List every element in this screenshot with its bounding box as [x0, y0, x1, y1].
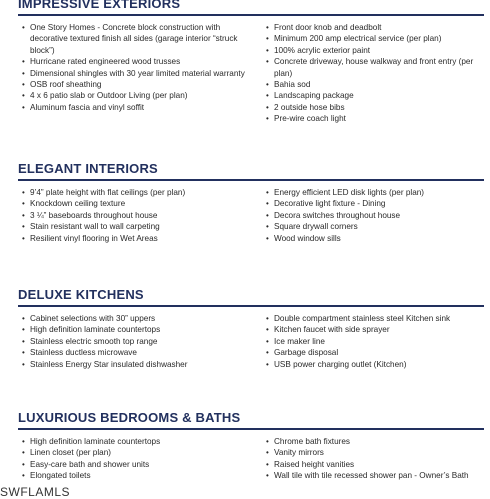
- bullet-icon: •: [22, 199, 25, 209]
- feature-list-right: [266, 187, 490, 244]
- feature-text: Concrete driveway, house walkway and front entry (per plan): [274, 57, 474, 78]
- mls-watermark: SWFLAMLS: [0, 485, 71, 499]
- feature-item: [266, 336, 490, 347]
- feature-item: [266, 470, 490, 481]
- section-divider: [18, 179, 484, 181]
- feature-text: Stainless ductless microwave: [30, 348, 137, 358]
- feature-text: Pre-wire coach light: [274, 114, 346, 124]
- feature-list-left: [22, 22, 260, 113]
- bullet-icon: •: [22, 91, 25, 101]
- bullet-icon: •: [22, 336, 25, 346]
- feature-list-right: [266, 313, 490, 370]
- feature-list-right: [266, 436, 490, 482]
- feature-item: [22, 313, 260, 324]
- feature-text: Vanity mirrors: [274, 448, 324, 458]
- bullet-icon: •: [266, 336, 269, 346]
- section-kitchens: [18, 287, 484, 369]
- bullet-icon: •: [266, 233, 269, 243]
- feature-item: [266, 436, 490, 447]
- feature-item: [266, 33, 490, 44]
- bullet-icon: •: [266, 314, 269, 323]
- feature-item: [22, 90, 260, 101]
- feature-item: [22, 336, 260, 347]
- feature-item: [22, 347, 260, 358]
- bullet-icon: •: [22, 210, 25, 220]
- bullet-icon: •: [22, 23, 25, 32]
- feature-text: High definition laminate countertops: [30, 437, 161, 446]
- feature-text: 9’4” plate height with flat ceilings (per plan): [30, 188, 186, 197]
- bullet-icon: •: [22, 359, 25, 369]
- bullet-icon: •: [266, 210, 269, 220]
- feature-item: [266, 187, 490, 198]
- feature-item: [22, 210, 260, 221]
- feature-list-left: [22, 313, 260, 370]
- bullet-icon: •: [266, 114, 269, 124]
- feature-item: [22, 102, 260, 113]
- section-title: IMPRESSIVE EXTERIORS: [18, 0, 181, 11]
- feature-text: Stainless Energy Star insulated dishwasher: [30, 359, 188, 369]
- feature-text: Kitchen faucet with side sprayer: [274, 325, 390, 335]
- feature-item: [266, 210, 490, 221]
- bullet-icon: •: [266, 359, 269, 369]
- feature-text: Stain resistant wall to wall carpeting: [30, 222, 160, 232]
- bullet-icon: •: [266, 188, 269, 197]
- feature-text: 2 outside hose bibs: [274, 102, 345, 112]
- feature-item: [266, 113, 490, 124]
- feature-text: Raised height vanities: [274, 459, 355, 469]
- feature-item: [266, 233, 490, 244]
- feature-item: [266, 324, 490, 335]
- feature-text: Ice maker line: [274, 336, 325, 346]
- bullet-icon: •: [266, 102, 269, 112]
- feature-text: Decora switches throughout house: [274, 210, 401, 220]
- feature-item: [22, 447, 260, 458]
- feature-text: 3 ¼” baseboards throughout house: [30, 210, 158, 220]
- bullet-icon: •: [22, 68, 25, 78]
- feature-text: Stainless electric smooth top range: [30, 336, 158, 346]
- bullet-icon: •: [22, 233, 25, 243]
- feature-text: USB power charging outlet (Kitchen): [274, 359, 407, 369]
- bullet-icon: •: [266, 471, 269, 481]
- feature-item: [22, 56, 260, 67]
- feature-item: [22, 22, 260, 56]
- feature-list-left: [22, 187, 260, 244]
- bullet-icon: •: [266, 23, 269, 32]
- feature-item: [266, 359, 490, 370]
- bullet-icon: •: [266, 437, 269, 446]
- feature-text: 4 x 6 patio slab or Outdoor Living (per plan): [30, 91, 188, 101]
- feature-text: Easy-care bath and shower units: [30, 459, 150, 469]
- feature-list-left: [22, 436, 260, 482]
- section-divider: [18, 305, 484, 307]
- bullet-icon: •: [266, 199, 269, 209]
- feature-item: [266, 90, 490, 101]
- bullet-icon: •: [266, 448, 269, 458]
- bullet-icon: •: [266, 459, 269, 469]
- feature-text: High definition laminate countertops: [30, 325, 161, 335]
- feature-text: Wall tile with tile recessed shower pan - Owner’s Bath: [274, 471, 469, 481]
- bullet-icon: •: [266, 222, 269, 232]
- feature-text: Knockdown ceiling texture: [30, 199, 126, 209]
- feature-text: Energy efficient LED disk lights (per plan): [274, 188, 425, 197]
- feature-item: [22, 436, 260, 447]
- feature-text: OSB roof sheathing: [30, 80, 102, 90]
- feature-text: Square drywall corners: [274, 222, 358, 232]
- bullet-icon: •: [22, 188, 25, 197]
- feature-item: [266, 447, 490, 458]
- bullet-icon: •: [22, 80, 25, 90]
- bullet-icon: •: [266, 325, 269, 335]
- feature-item: [22, 324, 260, 335]
- bullet-icon: •: [266, 34, 269, 44]
- feature-text: Wood window sills: [274, 233, 341, 243]
- bullet-icon: •: [266, 348, 269, 358]
- feature-text: Garbage disposal: [274, 348, 339, 358]
- feature-text: Bahia sod: [274, 80, 311, 90]
- feature-item: [266, 347, 490, 358]
- feature-item: [266, 198, 490, 209]
- feature-text: Chrome bath fixtures: [274, 437, 350, 446]
- feature-item: [22, 470, 260, 481]
- bullet-icon: •: [22, 102, 25, 112]
- feature-text: Front door knob and deadbolt: [274, 23, 382, 32]
- bullet-icon: •: [22, 348, 25, 358]
- section-title: DELUXE KITCHENS: [18, 287, 144, 302]
- bullet-icon: •: [266, 80, 269, 90]
- feature-text: 100% acrylic exterior paint: [274, 45, 371, 55]
- feature-item: [22, 187, 260, 198]
- bullet-icon: •: [266, 57, 269, 67]
- bullet-icon: •: [266, 45, 269, 55]
- feature-text: Elongated toilets: [30, 471, 91, 481]
- feature-text: Resilient vinyl flooring in Wet Areas: [30, 233, 158, 243]
- bullet-icon: •: [22, 314, 25, 323]
- section-bedrooms-baths: [18, 410, 484, 481]
- feature-text: One Story Homes - Concrete block construction with decorative textured finish all sides (garage interior “struck block”): [30, 23, 238, 55]
- feature-item: [22, 459, 260, 470]
- feature-text: Minimum 200 amp electrical service (per plan): [274, 34, 442, 44]
- feature-item: [22, 198, 260, 209]
- feature-item: [22, 359, 260, 370]
- feature-item: [266, 221, 490, 232]
- feature-item: [22, 233, 260, 244]
- feature-item: [266, 22, 490, 33]
- feature-text: Dimensional shingles with 30 year limited material warranty: [30, 68, 245, 78]
- feature-text: Double compartment stainless steel Kitchen sink: [274, 314, 451, 323]
- feature-item: [266, 45, 490, 56]
- feature-item: [266, 79, 490, 90]
- bullet-icon: •: [22, 437, 25, 446]
- feature-item: [266, 56, 490, 79]
- bullet-icon: •: [22, 471, 25, 481]
- feature-text: Cabinet selections with 30” uppers: [30, 314, 156, 323]
- feature-text: Hurricane rated engineered wood trusses: [30, 57, 181, 67]
- section-title: LUXURIOUS BEDROOMS & BATHS: [18, 410, 241, 425]
- feature-item: [22, 79, 260, 90]
- feature-text: Decorative light fixture - Dining: [274, 199, 386, 209]
- feature-text: Aluminum fascia and vinyl soffit: [30, 102, 145, 112]
- section-divider: [18, 428, 484, 430]
- feature-item: [266, 313, 490, 324]
- feature-text: Linen closet (per plan): [30, 448, 112, 458]
- feature-list-right: [266, 22, 490, 125]
- bullet-icon: •: [22, 325, 25, 335]
- section-interiors: [18, 161, 484, 243]
- bullet-icon: •: [266, 91, 269, 101]
- feature-text: Landscaping package: [274, 91, 354, 101]
- bullet-icon: •: [22, 448, 25, 458]
- section-title: ELEGANT INTERIORS: [18, 161, 158, 176]
- bullet-icon: •: [22, 459, 25, 469]
- feature-item: [22, 68, 260, 79]
- section-divider: [18, 14, 484, 16]
- feature-item: [22, 221, 260, 232]
- section-exteriors: [18, 0, 484, 124]
- bullet-icon: •: [22, 57, 25, 67]
- feature-item: [266, 459, 490, 470]
- bullet-icon: •: [22, 222, 25, 232]
- feature-item: [266, 102, 490, 113]
